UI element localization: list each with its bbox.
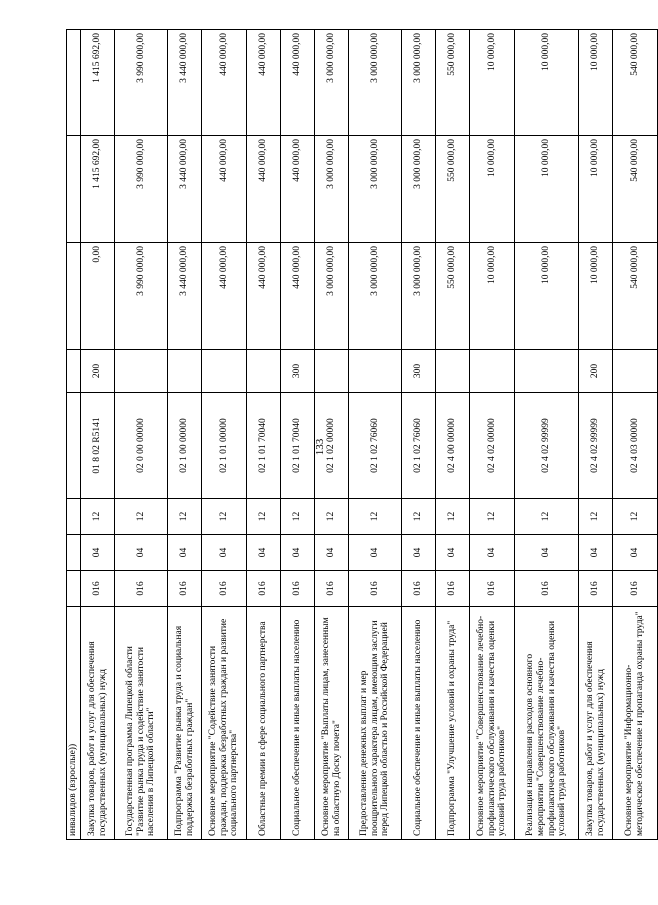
table-row <box>81 30 115 840</box>
row-name: Реализация направления расходов основного мероприятия "Совершенствование лечебно-профилактического обслуживания и качества оценки условий труда работников" <box>515 607 579 840</box>
amount-year-3: 10 000,00 <box>515 30 579 136</box>
section-code: 04 <box>515 535 579 571</box>
amount-year-3: 1 415 692,00 <box>81 30 115 136</box>
row-name: Закупка товаров, работ и услуг для обеспечения государственных (муниципальных) нужд <box>81 607 115 840</box>
section-code: 04 <box>613 535 658 571</box>
section-code: 04 <box>81 535 115 571</box>
amount-year-3: 10 000,00 <box>470 30 515 136</box>
amount-year-1: 3 440 000,00 <box>168 243 202 350</box>
table-row <box>315 30 349 840</box>
row-name: Социальное обеспечение и иные выплаты населению <box>402 607 436 840</box>
target-article-code: 02 1 01 70040 <box>247 393 281 499</box>
amount-year-2: 3 000 000,00 <box>315 136 349 243</box>
ministry-code: 016 <box>281 571 315 607</box>
subsection-code: 12 <box>115 499 168 535</box>
amount-year-1: 0,00 <box>81 243 115 350</box>
subsection-code: 12 <box>470 499 515 535</box>
amount-year-1: 10 000,00 <box>579 243 613 350</box>
amount-year-2: 10 000,00 <box>579 136 613 243</box>
ministry-code: 016 <box>349 571 402 607</box>
page-number: 133 <box>314 438 326 456</box>
amount-year-2: 440 000,00 <box>281 136 315 243</box>
ministry-code: 016 <box>402 571 436 607</box>
section-code: 04 <box>315 535 349 571</box>
target-article-code: 02 4 00 00000 <box>436 393 470 499</box>
table-row <box>515 30 579 840</box>
table-row <box>613 30 658 840</box>
budget-table <box>66 29 658 840</box>
expense-type-code <box>349 350 402 393</box>
row-name: Государственная программа Липецкой области "Развитие рынка труда и содействие занятости населения в Липецкой области" <box>115 607 168 840</box>
amount-year-2: 10 000,00 <box>515 136 579 243</box>
subsection-code: 12 <box>81 499 115 535</box>
ministry-code: 016 <box>202 571 247 607</box>
section-code: 04 <box>281 535 315 571</box>
amount-year-2: 3 440 000,00 <box>168 136 202 243</box>
subsection-code: 12 <box>202 499 247 535</box>
amount-year-3: 3 990 000,00 <box>115 30 168 136</box>
amount-year-3: 3 000 000,00 <box>315 30 349 136</box>
section-code: 04 <box>402 535 436 571</box>
table-row <box>470 30 515 840</box>
subsection-code: 12 <box>515 499 579 535</box>
target-article-code: 02 1 01 00000 <box>202 393 247 499</box>
row-name: Основное мероприятие "Содействие занятости граждан, поддержка безработных граждан и развитие социального партнерства" <box>202 607 247 840</box>
amount-year-1: 3 000 000,00 <box>349 243 402 350</box>
subsection-code: 12 <box>436 499 470 535</box>
row-name: Предоставление денежных выплат и мер поощрительного характера лицам, имеющим заслуги перед Липецкой областью и Российской Федерацией <box>349 607 402 840</box>
amount-year-3 <box>67 30 81 136</box>
ministry-code: 016 <box>579 571 613 607</box>
amount-year-1: 10 000,00 <box>515 243 579 350</box>
subsection-code: 12 <box>402 499 436 535</box>
section-code: 04 <box>579 535 613 571</box>
expense-type-code <box>67 350 81 393</box>
amount-year-3: 440 000,00 <box>281 30 315 136</box>
amount-year-2: 10 000,00 <box>470 136 515 243</box>
amount-year-1 <box>67 243 81 350</box>
row-name: Основное мероприятие "Информационно-методическое обеспечение и пропаганда охраны труда" <box>613 607 658 840</box>
table-row <box>168 30 202 840</box>
ministry-code: 016 <box>613 571 658 607</box>
row-name: Закупка товаров, работ и услуг для обеспечения государственных (муниципальных) нужд <box>579 607 613 840</box>
amount-year-1: 3 000 000,00 <box>402 243 436 350</box>
table-row <box>247 30 281 840</box>
amount-year-1: 440 000,00 <box>281 243 315 350</box>
target-article-code: 02 1 02 76060 <box>402 393 436 499</box>
ministry-code: 016 <box>247 571 281 607</box>
expense-type-code <box>168 350 202 393</box>
table-row <box>281 30 315 840</box>
table-row <box>402 30 436 840</box>
ministry-code: 016 <box>115 571 168 607</box>
expense-type-code: 300 <box>281 350 315 393</box>
target-article-code <box>67 393 81 499</box>
amount-year-3: 3 000 000,00 <box>349 30 402 136</box>
expense-type-code: 200 <box>579 350 613 393</box>
budget-table-rotated <box>66 30 645 840</box>
subsection-code: 12 <box>247 499 281 535</box>
ministry-code: 016 <box>168 571 202 607</box>
ministry-code: 016 <box>515 571 579 607</box>
table-row <box>579 30 613 840</box>
expense-type-code <box>247 350 281 393</box>
table-row <box>115 30 168 840</box>
section-code: 04 <box>115 535 168 571</box>
amount-year-3: 550 000,00 <box>436 30 470 136</box>
expense-type-code <box>115 350 168 393</box>
amount-year-1: 440 000,00 <box>202 243 247 350</box>
amount-year-1: 3 990 000,00 <box>115 243 168 350</box>
amount-year-1: 440 000,00 <box>247 243 281 350</box>
target-article-code: 02 4 02 99999 <box>515 393 579 499</box>
amount-year-1: 550 000,00 <box>436 243 470 350</box>
expense-type-code: 200 <box>81 350 115 393</box>
amount-year-1: 540 000,00 <box>613 243 658 350</box>
table-row <box>436 30 470 840</box>
target-article-code: 02 0 00 00000 <box>115 393 168 499</box>
section-code: 04 <box>436 535 470 571</box>
subsection-code: 12 <box>168 499 202 535</box>
target-article-code: 02 1 02 00000 <box>315 393 349 499</box>
row-name: Основное мероприятие "Совершенствование лечебно-профилактического обслуживания и качества оценки условий труда работников" <box>470 607 515 840</box>
subsection-code: 12 <box>613 499 658 535</box>
target-article-code: 02 4 02 99999 <box>579 393 613 499</box>
expense-type-code <box>613 350 658 393</box>
expense-type-code <box>315 350 349 393</box>
target-article-code: 02 4 03 00000 <box>613 393 658 499</box>
expense-type-code <box>436 350 470 393</box>
table-row <box>202 30 247 840</box>
ministry-code: 016 <box>315 571 349 607</box>
target-article-code: 02 1 01 70040 <box>281 393 315 499</box>
amount-year-3: 440 000,00 <box>202 30 247 136</box>
amount-year-3: 10 000,00 <box>579 30 613 136</box>
amount-year-3: 3 000 000,00 <box>402 30 436 136</box>
amount-year-2: 550 000,00 <box>436 136 470 243</box>
subsection-code: 12 <box>315 499 349 535</box>
row-name: инвалидов (взрослые)) <box>67 607 81 840</box>
amount-year-2: 440 000,00 <box>247 136 281 243</box>
ministry-code: 016 <box>81 571 115 607</box>
amount-year-3: 540 000,00 <box>613 30 658 136</box>
row-name: Областные премии в сфере социального партнерства <box>247 607 281 840</box>
target-article-code: 02 1 00 00000 <box>168 393 202 499</box>
subsection-code: 12 <box>349 499 402 535</box>
section-code: 04 <box>349 535 402 571</box>
row-name: Основное мероприятие "Выплаты лицам, занесенным на областную Доску почета" <box>315 607 349 840</box>
amount-year-2: 540 000,00 <box>613 136 658 243</box>
ministry-code: 016 <box>436 571 470 607</box>
amount-year-2 <box>67 136 81 243</box>
table-row <box>349 30 402 840</box>
row-name: Подпрограмма "Улучшение условий и охраны труда" <box>436 607 470 840</box>
row-name: Подпрограмма "Развитие рынка труда и социальная поддержка безработных граждан" <box>168 607 202 840</box>
section-code: 04 <box>247 535 281 571</box>
section-code: 04 <box>202 535 247 571</box>
section-code: 04 <box>168 535 202 571</box>
section-code <box>67 535 81 571</box>
ministry-code <box>67 571 81 607</box>
amount-year-2: 3 000 000,00 <box>402 136 436 243</box>
amount-year-2: 3 000 000,00 <box>349 136 402 243</box>
amount-year-2: 440 000,00 <box>202 136 247 243</box>
section-code: 04 <box>470 535 515 571</box>
target-article-code: 02 4 02 00000 <box>470 393 515 499</box>
amount-year-2: 1 415 692,00 <box>81 136 115 243</box>
expense-type-code <box>202 350 247 393</box>
amount-year-3: 3 440 000,00 <box>168 30 202 136</box>
expense-type-code <box>515 350 579 393</box>
subsection-code <box>67 499 81 535</box>
ministry-code: 016 <box>470 571 515 607</box>
expense-type-code <box>470 350 515 393</box>
target-article-code: 01 8 02 R5141 <box>81 393 115 499</box>
amount-year-2: 3 990 000,00 <box>115 136 168 243</box>
expense-type-code: 300 <box>402 350 436 393</box>
table-row <box>67 30 81 840</box>
subsection-code: 12 <box>281 499 315 535</box>
amount-year-3: 440 000,00 <box>247 30 281 136</box>
subsection-code: 12 <box>579 499 613 535</box>
amount-year-1: 3 000 000,00 <box>315 243 349 350</box>
amount-year-1: 10 000,00 <box>470 243 515 350</box>
row-name: Социальное обеспечение и иные выплаты населению <box>281 607 315 840</box>
target-article-code: 02 1 02 76060 <box>349 393 402 499</box>
